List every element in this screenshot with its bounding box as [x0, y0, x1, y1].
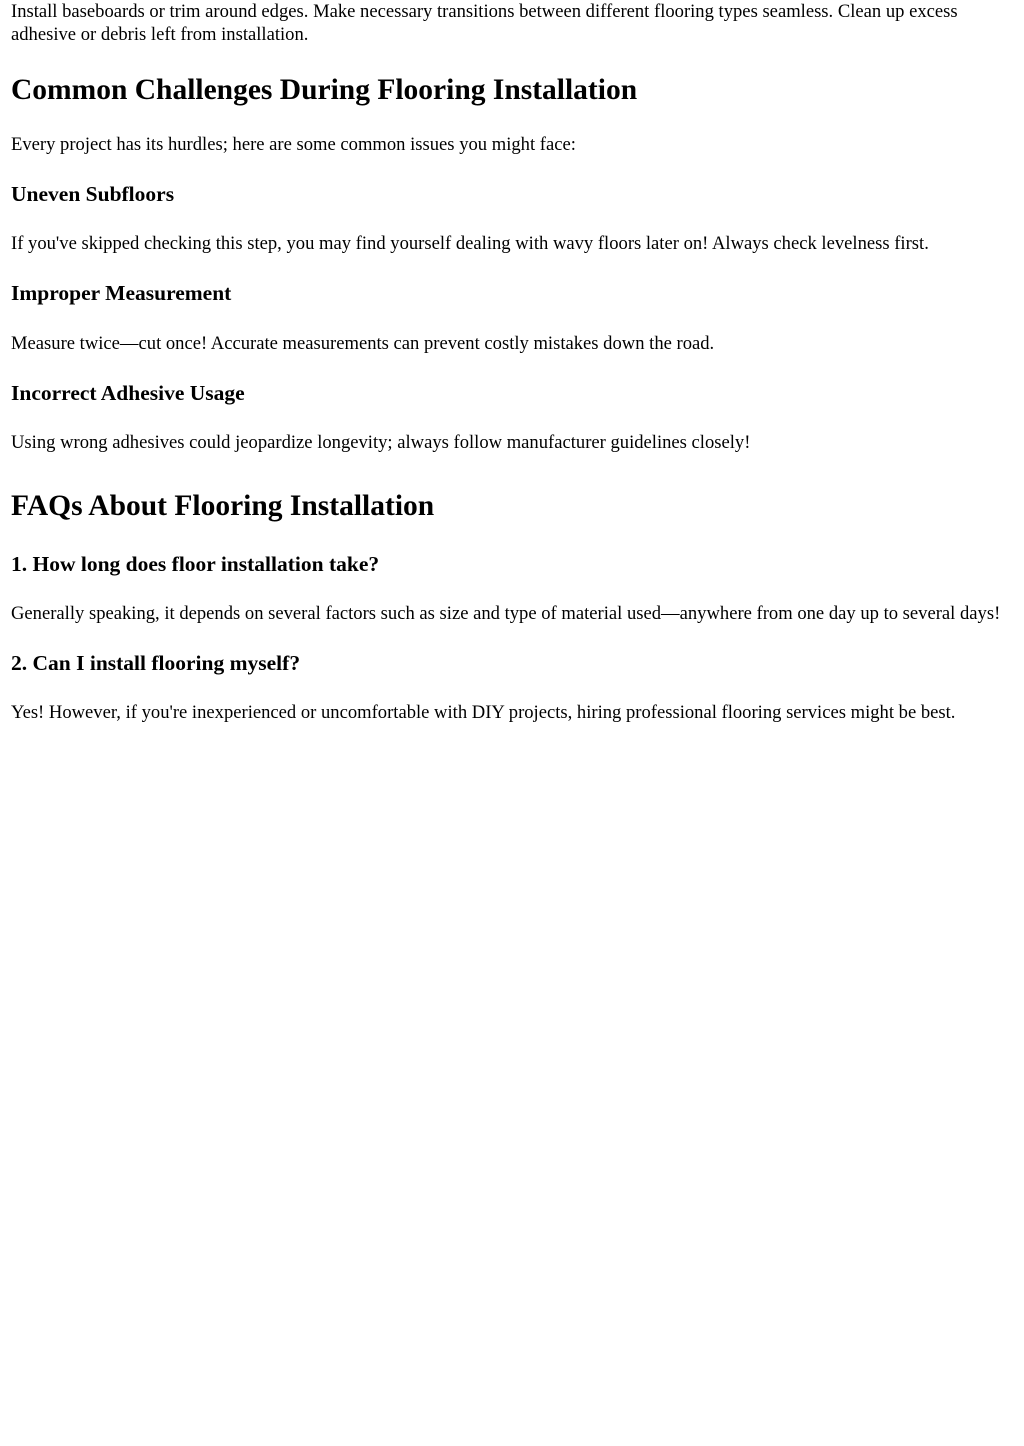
- faq-question-1: 1. How long does floor installation take?: [11, 552, 380, 576]
- challenge-title-improper-measurement: Improper Measurement: [11, 281, 232, 305]
- challenge-body-improper-measurement: Measure twice—cut once! Accurate measurements can prevent costly mistakes down the road.: [11, 333, 715, 354]
- intro-paragraph: Install baseboards or trim around edges. Make necessary transitions between different flooring types seamless. Clean up excess adhesive or debris left from installation.: [11, 1, 958, 45]
- faq-answer-2: Yes! However, if you're inexperienced or uncomfortable with DIY projects, hiring professional flooring services might be best.: [11, 702, 956, 723]
- challenge-body-uneven-subfloors: If you've skipped checking this step, you may find yourself dealing with wavy floors later on! Always check levelness first.: [11, 233, 929, 254]
- faq-answer-1: Generally speaking, it depends on several factors such as size and type of material used—anywhere from one day up to several days!: [11, 603, 1001, 624]
- faqs-heading: FAQs About Flooring Installation: [11, 490, 435, 522]
- challenge-title-uneven-subfloors: Uneven Subfloors: [11, 182, 175, 206]
- faq-question-2: 2. Can I install flooring myself?: [11, 651, 301, 675]
- challenges-heading: Common Challenges During Flooring Installation: [11, 74, 638, 106]
- challenge-title-incorrect-adhesive: Incorrect Adhesive Usage: [11, 381, 245, 405]
- challenges-intro: Every project has its hurdles; here are some common issues you might face:: [11, 134, 576, 155]
- challenge-body-incorrect-adhesive: Using wrong adhesives could jeopardize longevity; always follow manufacturer guidelines closely!: [11, 432, 751, 453]
